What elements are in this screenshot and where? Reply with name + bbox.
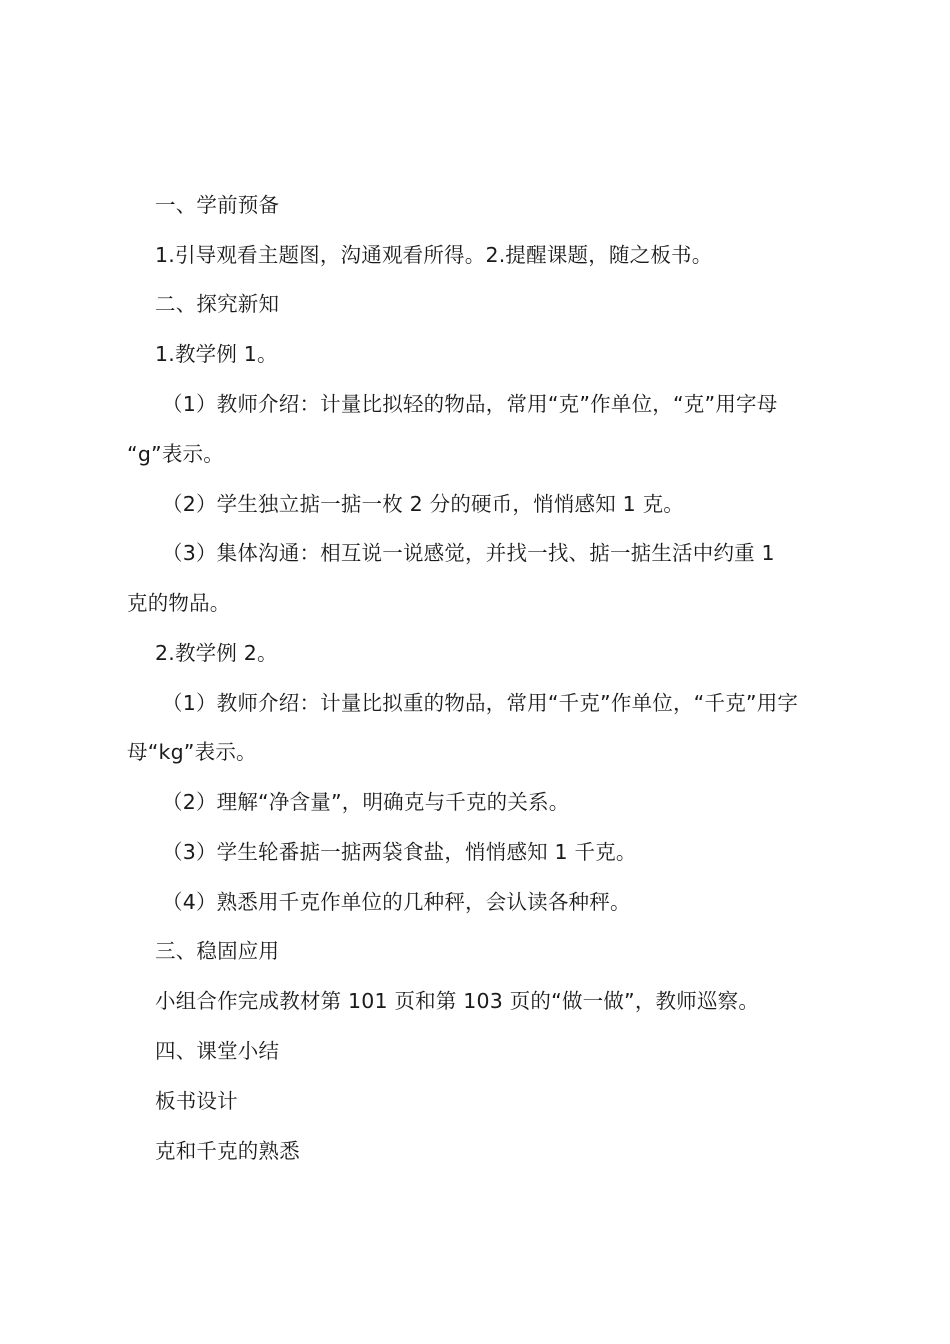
heading-consolidate: 三、稳固应用 [155, 939, 280, 963]
heading-summary: 四、课堂小结 [155, 1039, 280, 1063]
paragraph-example-2-step-1: （1）教师介绍：计量比拟重的物品，常用“千克”作单位，“千克”用字 [162, 691, 799, 715]
subheading-example-2: 2.教学例 2。 [155, 641, 278, 665]
paragraph-example-2-step-4: （4）熟悉用千克作单位的几种秤，会认读各种秤。 [162, 890, 631, 914]
heading-board-design: 板书设计 [155, 1089, 238, 1113]
paragraph-example-1-step-3-cont: 克的物品。 [127, 591, 231, 615]
subheading-example-1: 1.教学例 1。 [155, 342, 278, 366]
heading-preparation: 一、学前预备 [155, 193, 280, 217]
paragraph-example-2-step-2: （2）理解“净含量”，明确克与千克的关系。 [162, 790, 570, 814]
paragraph-example-1-step-3: （3）集体沟通：相互说一说感觉，并找一找、掂一掂生活中约重 1 [162, 541, 775, 565]
paragraph-group-work: 小组合作完成教材第 101 页和第 103 页的“做一做”，教师巡察。 [155, 989, 760, 1013]
paragraph-example-1-step-2: （2）学生独立掂一掂一枚 2 分的硬币，悄悄感知 1 克。 [162, 492, 684, 516]
paragraph-example-1-step-1: （1）教师介绍：计量比拟轻的物品，常用“克”作单位，“克”用字母 [162, 392, 778, 416]
paragraph-intro: 1.引导观看主题图，沟通观看所得。2.提醒课题，随之板书。 [155, 243, 713, 267]
heading-explore: 二、探究新知 [155, 292, 280, 316]
paragraph-example-2-step-1-cont: 母“kg”表示。 [127, 740, 257, 764]
board-title: 克和千克的熟悉 [155, 1139, 300, 1163]
paragraph-example-1-step-1-cont: “g”表示。 [127, 442, 224, 466]
paragraph-example-2-step-3: （3）学生轮番掂一掂两袋食盐，悄悄感知 1 千克。 [162, 840, 637, 864]
